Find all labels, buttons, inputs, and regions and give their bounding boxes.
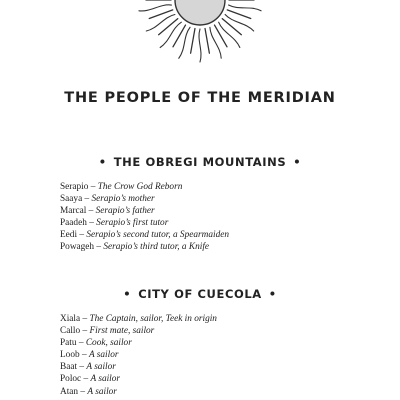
- sun-ray-wavy: [210, 27, 221, 58]
- entry-dash: –: [83, 374, 89, 385]
- entry-dash: –: [78, 338, 84, 349]
- character-description: A sailor: [88, 350, 119, 361]
- character-description: The Crow God Reborn: [97, 182, 183, 192]
- bullet-left: •: [98, 155, 107, 169]
- entry-dash: –: [84, 194, 90, 205]
- character-name: Callo: [60, 326, 81, 337]
- character-description: Serapio’s first tutor: [96, 218, 169, 229]
- sun-ray-wavy: [139, 5, 172, 11]
- character-list-obregi-mountains: [60, 181, 229, 254]
- character-entry: [60, 193, 229, 205]
- character-list-city-of-cuecola: [60, 313, 217, 398]
- character-description: A sailor: [86, 362, 116, 373]
- sun-ray-straight: [227, 10, 250, 19]
- character-entry: [60, 325, 217, 337]
- sun-ray-wavy: [229, 5, 262, 11]
- character-description: First mate, sailor: [89, 326, 155, 337]
- character-name: Loob: [60, 350, 80, 361]
- section-heading-text: THE OBREGI MOUNTAINS: [113, 155, 287, 169]
- sun-ray-straight: [159, 19, 178, 35]
- sun-ray-wavy: [225, 15, 254, 32]
- character-entry: [60, 217, 229, 229]
- character-entry: [60, 181, 229, 193]
- character-name: Baat: [60, 362, 78, 373]
- character-name: Powageh: [60, 242, 95, 253]
- character-entry: [60, 349, 217, 361]
- character-entry: [60, 313, 217, 325]
- entry-dash: –: [89, 218, 94, 229]
- bullet-left: •: [123, 287, 132, 301]
- entry-dash: –: [79, 362, 85, 373]
- character-entry: [60, 373, 217, 385]
- character-name: Patu: [60, 338, 77, 349]
- character-description: Serapio’s mother: [91, 194, 155, 205]
- character-description: Serapio’s third tutor, a Knife: [103, 242, 210, 253]
- entry-dash: –: [82, 326, 88, 337]
- page-title: THE PEOPLE OF THE MERIDIAN: [64, 90, 336, 106]
- character-name: Saaya: [60, 194, 83, 205]
- character-name: Eedi: [60, 230, 78, 241]
- character-entry: [60, 241, 229, 253]
- entry-dash: –: [81, 350, 87, 361]
- character-description: Serapio’s second tutor, a Spearmaiden: [86, 230, 229, 241]
- character-entry: [60, 386, 217, 398]
- sun-ray-wavy: [146, 15, 175, 32]
- sun-ray-wavy: [199, 29, 201, 62]
- bullet-right: •: [268, 287, 277, 301]
- character-name: Marcal: [60, 206, 87, 217]
- character-name: Xiala: [60, 314, 81, 324]
- character-description: A sailor: [90, 374, 121, 385]
- character-name: Paadeh: [60, 218, 87, 229]
- section-heading-text: CITY OF CUECOLA: [138, 287, 262, 301]
- character-entry: [60, 361, 217, 373]
- character-name: Poloc: [60, 374, 82, 385]
- entry-dash: –: [96, 242, 102, 253]
- bullet-right: •: [293, 155, 302, 169]
- sun-icon: [130, 0, 270, 70]
- character-description: Serapio’s father: [95, 206, 155, 217]
- entry-dash: –: [82, 314, 88, 324]
- sun-ray-straight: [191, 29, 195, 54]
- entry-dash: –: [79, 230, 85, 241]
- section-heading-city-of-cuecola: [0, 287, 400, 301]
- sun-ray-straight: [222, 19, 241, 35]
- sun-ray-wavy: [219, 22, 240, 47]
- entry-dash: –: [90, 182, 96, 192]
- sun-ray-wavy: [160, 22, 181, 47]
- entry-dash: –: [88, 206, 94, 217]
- sun-ray-straight: [205, 29, 209, 54]
- character-description: The Captain, sailor, Teek in origin: [89, 314, 217, 324]
- section-heading-obregi-mountains: [0, 155, 400, 169]
- character-name: Serapio: [60, 182, 89, 192]
- character-entry: [60, 205, 229, 217]
- sun-ray-wavy: [179, 27, 190, 58]
- character-description: A sailor: [87, 386, 117, 397]
- character-description: Cook, sailor: [85, 338, 132, 349]
- character-name: Atan: [60, 386, 79, 397]
- character-entry: [60, 337, 217, 349]
- entry-dash: –: [80, 386, 86, 397]
- character-entry: [60, 229, 229, 241]
